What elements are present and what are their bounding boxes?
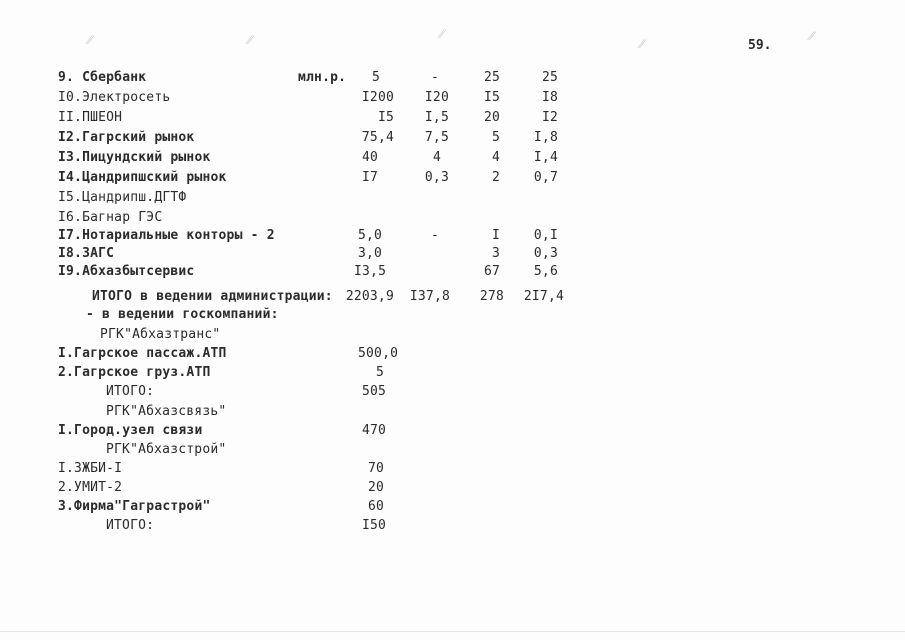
company-name: РГК"Абхазтранс" bbox=[100, 327, 221, 342]
row-name: 2.УМИТ-2 bbox=[58, 480, 123, 495]
cell: 4 bbox=[491, 150, 500, 165]
unit-label: млн.р. bbox=[298, 70, 347, 85]
cell: I2 bbox=[541, 110, 558, 125]
table-row bbox=[0, 244, 905, 264]
cell: 5,6 bbox=[533, 264, 558, 279]
row-name: II.ПШЕОН bbox=[58, 110, 123, 125]
section-header bbox=[0, 305, 905, 325]
cell: 5 bbox=[491, 130, 500, 145]
row-name: I2.Гагрский рынок bbox=[58, 130, 195, 145]
cell: I,8 bbox=[533, 130, 558, 145]
cell: 3,0 bbox=[358, 246, 383, 261]
cell: 25 bbox=[483, 70, 500, 85]
cell: 2203,9 bbox=[345, 289, 394, 304]
cell: 500,0 bbox=[358, 346, 399, 361]
row-name: I4.Цандрипшский рынок bbox=[58, 170, 227, 185]
pencil-mark: ⁄⁄ bbox=[248, 34, 252, 47]
table-row bbox=[0, 168, 905, 188]
row-name: I.Город.узел связи bbox=[58, 423, 203, 438]
table-row bbox=[0, 148, 905, 168]
cell: 40 bbox=[362, 150, 379, 165]
row-name: I8.ЗАГС bbox=[58, 246, 115, 261]
cell: 75,4 bbox=[361, 130, 394, 145]
cell: 2I7,4 bbox=[523, 289, 564, 304]
cell: 67 bbox=[483, 264, 500, 279]
row-name: I.Гагрское пассаж.АТП bbox=[58, 346, 227, 361]
total-label: ИТОГО в ведении администрации: bbox=[92, 289, 333, 304]
cell: 60 bbox=[368, 499, 385, 514]
table-row bbox=[0, 497, 905, 517]
page-number: 59. bbox=[748, 38, 772, 53]
section-header bbox=[0, 402, 905, 422]
pencil-mark: ⁄⁄ bbox=[810, 30, 814, 43]
cell: 5,0 bbox=[358, 228, 383, 243]
row-name: 9. Сбербанк bbox=[58, 70, 147, 85]
table-row bbox=[0, 88, 905, 108]
cell: 7,5 bbox=[424, 130, 449, 145]
cell: 70 bbox=[368, 461, 385, 476]
cell: I,5 bbox=[424, 110, 449, 125]
cell: I5 bbox=[377, 110, 394, 125]
row-name: I0.Электросеть bbox=[58, 90, 171, 105]
cell: I7 bbox=[362, 170, 379, 185]
cell: I37,8 bbox=[409, 289, 450, 304]
total-row bbox=[0, 287, 905, 307]
table-row bbox=[0, 108, 905, 128]
cell: 0,7 bbox=[533, 170, 558, 185]
cell: I,4 bbox=[533, 150, 558, 165]
row-name: I7.Нотариальные конторы - 2 bbox=[58, 228, 275, 243]
table-row bbox=[0, 459, 905, 479]
cell: I200 bbox=[361, 90, 394, 105]
section-header bbox=[0, 325, 905, 345]
table-row bbox=[0, 188, 905, 208]
pencil-mark: ⁄⁄ bbox=[440, 28, 444, 41]
table-row bbox=[0, 421, 905, 441]
table-row bbox=[0, 208, 905, 228]
row-name: I3.Пицундский рынок bbox=[58, 150, 211, 165]
pencil-mark: ⁄⁄ bbox=[640, 38, 644, 51]
cell: I3,5 bbox=[354, 264, 387, 279]
subtotal-row bbox=[0, 382, 905, 402]
table-row bbox=[0, 344, 905, 364]
cell: I5 bbox=[483, 90, 500, 105]
cell: 5 bbox=[371, 70, 380, 85]
gov-header: - в ведении госкомпаний: bbox=[86, 307, 279, 322]
table-row bbox=[0, 226, 905, 246]
cell: 20 bbox=[483, 110, 500, 125]
row-name: I9.Абхазбытсервис bbox=[58, 264, 195, 279]
row-name: 3.Фирма"Гаграстрой" bbox=[58, 499, 211, 514]
table-row bbox=[0, 478, 905, 498]
cell: 5 bbox=[376, 365, 385, 380]
cell: I50 bbox=[362, 518, 387, 533]
cell: - bbox=[430, 70, 440, 85]
cell: 505 bbox=[362, 384, 387, 399]
company-name: РГК"Абхазсвязь" bbox=[106, 404, 227, 419]
cell: I8 bbox=[541, 90, 558, 105]
subtotal-label: ИТОГО: bbox=[106, 384, 155, 399]
cell: 278 bbox=[479, 289, 504, 304]
cell: - bbox=[430, 228, 440, 243]
section-header bbox=[0, 440, 905, 460]
cell: 20 bbox=[368, 480, 385, 495]
cell: 2 bbox=[491, 170, 500, 185]
cell: I20 bbox=[424, 90, 449, 105]
row-name: I.ЗЖБИ-I bbox=[58, 461, 123, 476]
cell: 0,3 bbox=[424, 170, 449, 185]
row-name: I5.Цандрипш.ДГТФ bbox=[58, 190, 187, 205]
table-row bbox=[0, 128, 905, 148]
table-row bbox=[0, 363, 905, 383]
cell: 3 bbox=[491, 246, 500, 261]
cell: 0,3 bbox=[533, 246, 558, 261]
subtotal-label: ИТОГО: bbox=[106, 518, 155, 533]
subtotal-row bbox=[0, 516, 905, 536]
table-row bbox=[0, 68, 905, 88]
cell: 4 bbox=[432, 150, 441, 165]
table-row bbox=[0, 262, 905, 282]
page-edge bbox=[0, 631, 905, 632]
cell: 0,I bbox=[533, 228, 558, 243]
row-name: I6.Багнар ГЭС bbox=[58, 210, 163, 225]
cell: 470 bbox=[362, 423, 387, 438]
row-name: 2.Гагрское груз.АТП bbox=[58, 365, 211, 380]
pencil-mark: ⁄⁄ bbox=[88, 34, 92, 47]
company-name: РГК"Абхазстрой" bbox=[106, 442, 227, 457]
cell: 25 bbox=[541, 70, 558, 85]
cell: I bbox=[491, 228, 500, 243]
